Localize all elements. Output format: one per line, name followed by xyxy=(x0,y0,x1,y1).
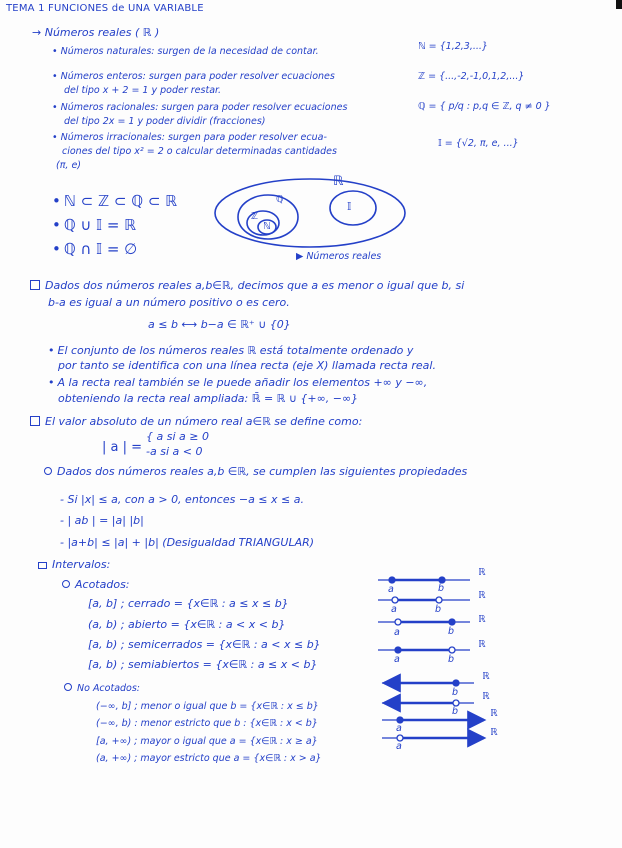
orden-line1: Dados dos números reales a,b∈ℝ, decimos que a es menor o igual que b, si xyxy=(30,279,464,292)
endpoint-a: a xyxy=(396,741,402,752)
enteros-set: ℤ = {...,-2,-1,0,1,2,...} xyxy=(418,71,525,82)
endpoint-b: b xyxy=(438,583,445,594)
reales-heading: → Números reales ( ℝ ) xyxy=(32,26,160,39)
endpoint-a: a xyxy=(394,627,400,638)
no-acotados-heading: No Acotados: xyxy=(64,682,140,695)
venn-label-z: ℤ xyxy=(251,211,259,222)
page-title: TEMA 1 FUNCIONES de UNA VARIABLE xyxy=(6,3,204,14)
axis-label: ℝ xyxy=(490,727,498,738)
interval-menor-igual: (−∞, b] ; menor o igual que b = {x∈ℝ : x ≤ b} xyxy=(96,701,319,712)
venn-label-r: ℝ xyxy=(333,174,344,189)
relation-union: • ℚ ∪ 𝕀 = ℝ xyxy=(52,219,136,232)
racionales-line2: del tipo 2x = 1 y poder dividir (fracciones) xyxy=(64,116,266,127)
axis-label: ℝ xyxy=(490,708,498,719)
naturales-text: • Números naturales: surgen de la necesidad de contar. xyxy=(52,45,319,58)
endpoint-a: a xyxy=(396,723,402,734)
interval-semicerrado: [a, b) ; semicerrados = {x∈ℝ : a < x ≤ b} xyxy=(88,638,321,651)
recta-line4: obteniendo la recta real ampliada: ℝ̄ = ℝ ∪ {+∞, −∞} xyxy=(58,392,359,405)
racionales-set: ℚ = { p/q : p,q ∈ ℤ, q ≠ 0 } xyxy=(418,101,551,112)
propiedad-1: - Si |x| ≤ a, con a > 0, entonces −a ≤ x ≤ a. xyxy=(60,493,304,506)
endpoint-b: b xyxy=(452,706,459,717)
recta-line3: • A la recta real también se le puede añadir los elementos +∞ y −∞, xyxy=(48,376,427,389)
absoluto-case2: -a si a < 0 xyxy=(146,445,203,458)
irracionales-set: 𝕀 = {√2, π, e, ...} xyxy=(438,138,519,149)
endpoint-a: a xyxy=(394,654,400,665)
orden-formula: a ≤ b ⟷ b−a ∈ ℝ⁺ ∪ {0} xyxy=(148,318,291,331)
absoluto-case1: { a si a ≥ 0 xyxy=(146,430,209,443)
propiedad-2: - | ab | = |a| |b| xyxy=(60,514,144,527)
interval-cerrado: [a, b] ; cerrado = {x∈ℝ : a ≤ x ≤ b} xyxy=(88,597,289,610)
intervalos-heading: Intervalos: xyxy=(38,558,110,571)
orden-line2: b-a es igual a un número positivo o es cero. xyxy=(48,296,290,309)
venn-label-n: ℕ xyxy=(263,221,271,232)
relation-subsets: • ℕ ⊂ ℤ ⊂ ℚ ⊂ ℝ xyxy=(52,195,177,208)
endpoint-b: b xyxy=(448,654,455,665)
irracionales-line1: • Números irracionales: surgen para poder resolver ecua- xyxy=(52,131,327,144)
axis-label: ℝ xyxy=(482,691,490,702)
axis-label: ℝ xyxy=(478,567,486,578)
interval-semiabierto: [a, b) ; semiabiertos = {x∈ℝ : a ≤ x < b} xyxy=(88,658,318,671)
endpoint-b: b xyxy=(452,687,459,698)
venn-label-q: ℚ xyxy=(276,194,284,205)
endpoint-a: a xyxy=(388,584,394,595)
interval-mayor-estricto: (a, +∞) ; mayor estricto que a = {x∈ℝ : x > a} xyxy=(96,753,322,764)
venn-label-i: 𝕀 xyxy=(347,200,352,213)
interval-abierto: (a, b) ; abierto = {x∈ℝ : a < x < b} xyxy=(88,618,286,631)
relation-intersection: • ℚ ∩ 𝕀 = ∅ xyxy=(52,243,137,256)
absoluto-line1: El valor absoluto de un número real a∈ℝ se define como: xyxy=(30,415,362,428)
interval-mayor-igual: [a, +∞) ; mayor o igual que a = {x∈ℝ : x ≥ a} xyxy=(96,736,318,747)
axis-label: ℝ xyxy=(482,671,490,682)
axis-label: ℝ xyxy=(478,639,486,650)
propiedades-intro: Dados dos números reales a,b ∈ℝ, se cumplen las siguientes propiedades xyxy=(44,465,467,478)
enteros-line1: • Números enteros: surgen para poder resolver ecuaciones xyxy=(52,70,335,83)
axis-label: ℝ xyxy=(478,614,486,625)
endpoint-b: b xyxy=(448,626,455,637)
racionales-line1: • Números racionales: surgen para poder resolver ecuaciones xyxy=(52,101,347,114)
irracionales-line3: (π, e) xyxy=(56,160,82,171)
endpoint-b: b xyxy=(435,604,442,615)
endpoint-a: a xyxy=(391,604,397,615)
axis-label: ℝ xyxy=(478,590,486,601)
naturales-set: ℕ = {1,2,3,...} xyxy=(418,41,488,52)
venn-caption: ▶ Números reales xyxy=(296,251,382,262)
absoluto-lhs: | a | = xyxy=(102,440,143,455)
recta-line1: • El conjunto de los números reales ℝ está totalmente ordenado y xyxy=(48,344,413,357)
acotados-heading: Acotados: xyxy=(62,578,130,591)
interval-menor-estricto: (−∞, b) : menor estricto que b : {x∈ℝ : x < b} xyxy=(96,718,318,729)
irracionales-line2: ciones del tipo x² = 2 o calcular determinadas cantidades xyxy=(62,146,337,157)
recta-line2: por tanto se identifica con una línea recta (eje X) llamada recta real. xyxy=(58,359,436,372)
propiedad-3: - |a+b| ≤ |a| + |b| (Desigualdad TRIANGULAR) xyxy=(60,536,315,549)
enteros-line2: del tipo x + 2 = 1 y poder restar. xyxy=(64,85,222,96)
